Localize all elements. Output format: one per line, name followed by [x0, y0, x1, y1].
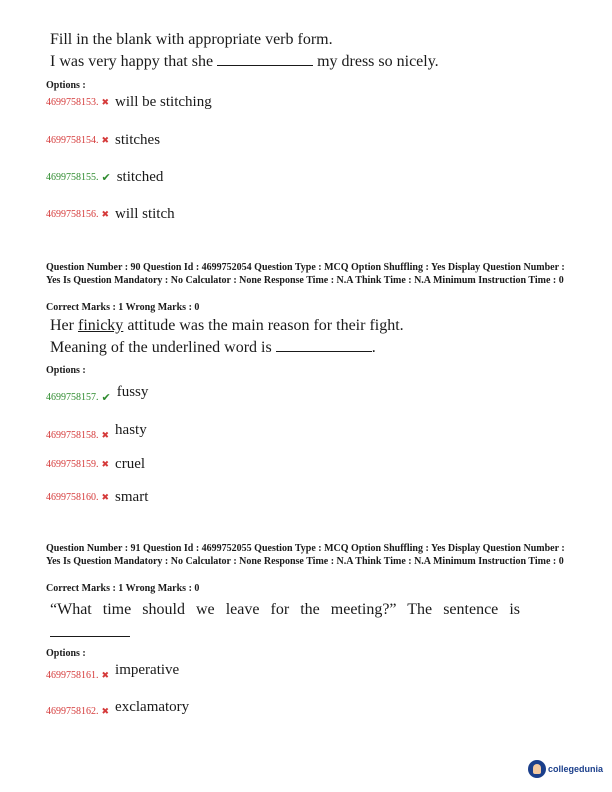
q91-marks: Correct Marks : 1 Wrong Marks : 0 — [46, 583, 200, 594]
underlined-word: finicky — [77, 317, 124, 334]
option-id: 4699758158. — [46, 430, 99, 441]
fill-blank — [217, 65, 313, 66]
cross-icon: ✖ — [101, 706, 110, 716]
q90-question-line2 — [50, 338, 376, 358]
q89-line2-post: my dress so nicely. — [317, 53, 439, 70]
fill-blank — [276, 351, 372, 352]
option-row — [46, 420, 147, 441]
option-row — [46, 698, 189, 717]
q90-line1-pre: Her — [50, 317, 74, 334]
option-row — [46, 206, 175, 223]
q89-question-line1: Fill in the blank with appropriate verb form. — [50, 31, 333, 48]
option-id: 4699758157. — [46, 392, 99, 403]
option-row — [46, 489, 148, 506]
option-id: 4699758155. — [46, 172, 99, 183]
option-text: stitched — [116, 169, 164, 185]
option-text: smart — [115, 489, 149, 505]
option-text: imperative — [115, 662, 180, 678]
q90-question-line1 — [50, 316, 404, 336]
option-text: will be stitching — [115, 94, 212, 110]
option-row — [46, 660, 179, 681]
q89-question-line2 — [50, 52, 439, 72]
option-id: 4699758161. — [46, 670, 99, 681]
cross-icon: ✖ — [101, 209, 110, 219]
cross-icon: ✖ — [101, 97, 110, 107]
q90-line1-post: attitude was the main reason for their fight. — [127, 317, 404, 334]
fill-blank — [50, 636, 130, 637]
option-row — [46, 94, 212, 111]
option-id: 4699758160. — [46, 492, 99, 503]
options-heading: Options : — [46, 365, 86, 376]
cross-icon: ✖ — [101, 459, 110, 469]
q90-line2-pre: Meaning of the underlined word is — [50, 339, 272, 356]
option-id: 4699758162. — [46, 706, 99, 717]
cross-icon: ✖ — [101, 430, 110, 440]
q90-marks: Correct Marks : 1 Wrong Marks : 0 — [46, 302, 200, 313]
option-row — [46, 132, 160, 149]
check-icon: ✔ — [101, 392, 111, 404]
cross-icon: ✖ — [101, 670, 110, 680]
option-id: 4699758154. — [46, 135, 99, 146]
brand-logo — [528, 760, 603, 778]
option-row — [46, 169, 163, 186]
cross-icon: ✖ — [101, 492, 110, 502]
check-icon: ✔ — [101, 172, 111, 184]
option-text: cruel — [115, 456, 146, 472]
options-heading: Options : — [46, 648, 86, 659]
option-id: 4699758156. — [46, 209, 99, 220]
logo-icon — [528, 760, 546, 778]
option-row — [46, 381, 148, 404]
q91-question-line1: “What time should we leave for the meeting?” The sentence is — [50, 601, 520, 618]
option-row — [46, 456, 145, 473]
option-text: hasty — [115, 422, 147, 438]
option-text: exclamatory — [115, 699, 190, 715]
q89-line2-pre: I was very happy that she — [50, 53, 214, 70]
option-id: 4699758153. — [46, 97, 99, 108]
option-text: stitches — [115, 132, 161, 148]
q90-line2-post: . — [371, 339, 376, 356]
option-text: will stitch — [115, 206, 175, 222]
cross-icon: ✖ — [101, 135, 110, 145]
q91-meta: Question Number : 91 Question Id : 4699752055 Question Type : MCQ Option Shuffling : Yes Display Question Number : Yes Is Question Mandatory : No Calculator : None Response Time : N.A Think Time : N.A Minimum Instruction Time : 0 — [46, 543, 565, 567]
q90-meta: Question Number : 90 Question Id : 4699752054 Question Type : MCQ Option Shuffling : Yes Display Question Number : Yes Is Question Mandatory : No Calculator : None Response Time : N.A Think Time : N.A Minimum Instruction Time : 0 — [46, 262, 565, 286]
option-id: 4699758159. — [46, 459, 99, 470]
brand-name: collegedunia — [548, 764, 604, 774]
option-text: fussy — [116, 384, 149, 400]
options-heading: Options : — [46, 80, 86, 91]
